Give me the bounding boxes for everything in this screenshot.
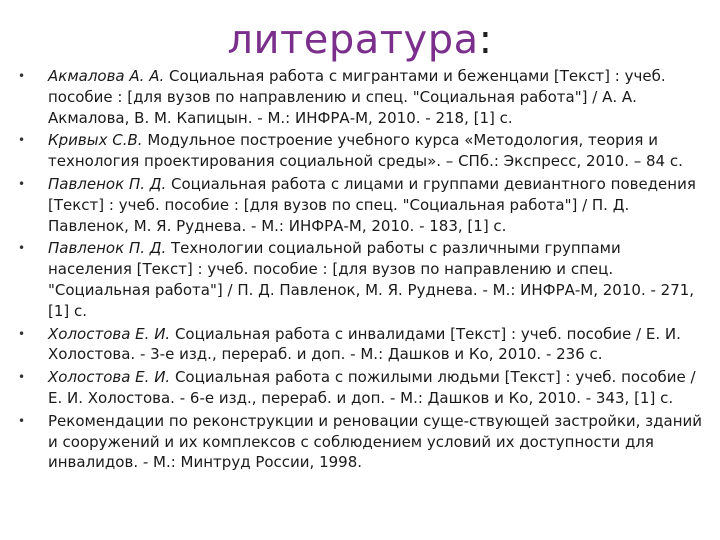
list-item xyxy=(0,130,720,172)
bullet-dot-icon: • xyxy=(18,413,26,428)
bullet-dot-icon: • xyxy=(18,241,26,256)
reference-text: Модульное построение учебного курса «Методология, теория и технология проектирования социальной среды». – СПб.: Экспресс, 2010. – 84 с. xyxy=(48,131,683,171)
reference-text: Социальная работа с лицами и группами девиантного поведения [Текст] : учеб. пособие : [для вузов по спец. "Социальная работа"] / П. Д. Павленок, М. Я. Руднева. - М.: ИНФРА-М, 2010. - 183, [1] с. xyxy=(48,174,696,235)
reference-author: Павленок П. Д. xyxy=(48,174,167,193)
bullet-dot-icon: • xyxy=(18,326,26,341)
bullet-dot-icon: • xyxy=(18,69,26,83)
reference-list xyxy=(0,66,720,475)
page-title xyxy=(0,14,720,66)
reference-text: Социальная работа с пожилыми людьми [Текст] : учеб. пособие / Е. И. Холостова. - 6-е изд., перераб. и доп. - М.: Дашков и Ко, 2010. - 343, [1] с. xyxy=(48,368,696,407)
reference-author: Акмалова А. А. xyxy=(48,67,165,85)
reference-text: Технологии социальной работы с различными группами населения [Текст] : учеб. пособие : [для вузов по направлению и спец. "Социальная работа"] / П. Д. Павленок, М. Я. Руднева. - М.: ИНФРА-М, 2010. - 271, [1] с. xyxy=(48,239,695,320)
page-title-text: литература xyxy=(227,17,479,63)
bullet-dot-icon: • xyxy=(18,133,26,148)
page-title-colon: : xyxy=(478,17,493,63)
list-item xyxy=(0,367,720,409)
bullet-dot-icon: • xyxy=(18,370,26,385)
list-item xyxy=(0,238,720,321)
reference-text: Социальная работа с мигрантами и беженцами [Текст] : учеб. пособие : [для вузов по направлению и спец. "Социальная работа"] / А. А. Акмалова, В. М. Капицын. - М.: ИНФРА-М, 2010. - 218, [1] с. xyxy=(48,67,666,127)
list-item xyxy=(0,174,720,236)
reference-author: Холостова Е. И. xyxy=(48,368,171,387)
reference-text: Социальная работа с инвалидами [Текст] : учеб. пособие / Е. И. Холостова. - 3-е изд., перераб. и доп. - М.: Дашков и Ко, 2010. - 236 с. xyxy=(48,324,681,364)
bullet-dot-icon: • xyxy=(18,176,26,191)
reference-text: Рекомендации по реконструкции и реновации суще-ствующей застройки, зданий и сооружений и их комплексов с соблюдением условий их доступности для инвалидов. - М.: Минтруд России, 1998. xyxy=(48,411,703,472)
list-item xyxy=(0,66,720,128)
reference-author: Павленок П. Д. xyxy=(48,239,167,258)
list-item xyxy=(0,411,720,473)
reference-author: Холостова Е. И. xyxy=(48,324,171,343)
reference-author: Кривых С.В. xyxy=(48,131,143,150)
list-item xyxy=(0,324,720,366)
